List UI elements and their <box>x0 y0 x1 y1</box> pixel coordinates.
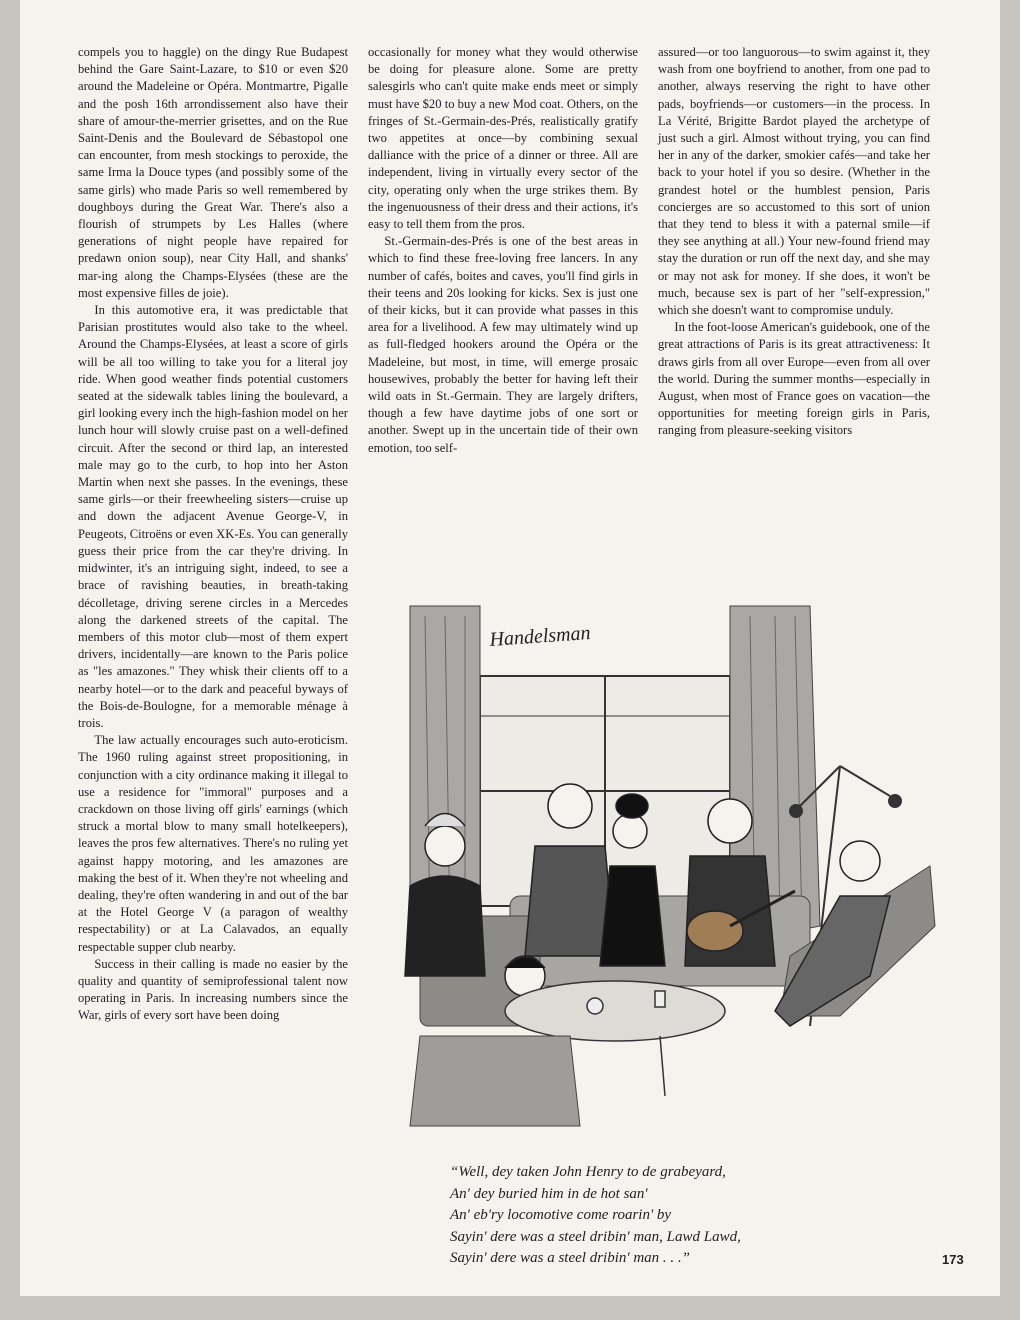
page-number: 173 <box>942 1252 964 1267</box>
caption-line: “Well, dey taken John Henry to de grabeyard, <box>450 1164 726 1180</box>
paragraph: The law actually encourages such auto-eroticism. The 1960 ruling against street propositioning, in conjunction with a city ordinance making it illegal to use a residence for "immoral" purposes and a crackdown on those living off girls' earnings (which struck a mortal blow to many small hotelkeepers), leaves the pros few alternatives. There's no ruling yet against happy motoring, and les amazones are making the best of it. When they're not wheeling and dealing, they're often wandering in and out of the bar at the Hotel George V (a paragon of wealthy respectability) or at La Calavados, an equally respectable supper club nearby. <box>78 733 348 954</box>
caption-line: An' dey buried him in de hot san' <box>450 1185 648 1202</box>
text-column-1 <box>78 44 348 1025</box>
caption-line: An' eb'ry locomotive come roarin' by <box>450 1207 672 1223</box>
artist-signature: Handelsman <box>488 621 592 651</box>
paragraph: In the foot-loose American's guidebook, one of the great attractions of Paris is its great attractiveness: It draws girls from all over Europe—even from all over the world. During the summer months—especially in August, when most of France goes on vacation—the opportunities for meeting foreign girls in Paris, ranging from pleasure-seeking visitors <box>658 320 930 438</box>
caption-line: Sayin' dere was a steel dribin' man, Lawd Lawd, <box>450 1228 741 1245</box>
cartoon-caption <box>450 1162 910 1270</box>
paragraph: assured—or too languorous—to swim against it, they wash from one boyfriend to another, from one pad to another, always reserving the right to have other pads, boyfriends—or customers—in the process. In La Vérité, Brigitte Bardot played the archetype of just such a girl. Almost without trying, you can find her in any of the darker, smokier cafés—and take her back to your hotel if you so desire. (Whether in the grandest hotel or the humblest pension, Paris concierges are so accustomed to this sort of union that they tend to bless it with a paternal smile—if they see anything at all.) Your new-found friend may stay the duration or run off the next day, and she may or may not ask for money. If she does, it won't be much, because sex is part of her "self-expression," which she doesn't want to compromise unduly. <box>658 45 930 318</box>
paragraph: occasionally for money what they would otherwise be doing for pleasure alone. Some are pretty salesgirls who can't quite make ends meet or simply must have $20 to buy a new Mod coat. Others, on the fringes of St.-Germain-des-Prés, realistically gratify two appetites at once—by combining sexual dalliance with the price of a dinner or three. All are independent, living in virtually every sector of the city, operating only when the urge strikes them. By the ingenuousness of their dress and their actions, it's easy to tell them from the pros. <box>368 45 638 232</box>
paragraph: St.-Germain-des-Prés is one of the best areas in which to find these free-loving free lancers. In any number of cafés, boites and caves, you'll find girls in their teens and 20s looking for kicks. Sex is just one of their kicks, but it can provide what passes in this area for a livelihood. A few may ultimately wind up as full-fledged hookers around the Opéra or the Madeleine, but most, in time, will emerge prosaic housewives, probably the better for having left their wild oats in St.-Germain. They are largely drifters, though a few have daytime jobs of one sort or another. Swept up in the uncertain tide of their own emotion, too self- <box>368 234 638 455</box>
magazine-page <box>20 0 1000 1296</box>
text-column-3 <box>658 44 930 440</box>
caption-line: Sayin' dere was a steel dribin' man . . .” <box>450 1250 691 1266</box>
armchair <box>410 1036 580 1126</box>
text-column-2 <box>368 44 638 457</box>
paragraph: In this automotive era, it was predictable that Parisian prostitutes would also take to the wheel. Around the Champs-Elysées, at least a score of girls will be all too willing to take you for a literal joy ride. When good weather finds potential customers seated at the sidewalk tables lining the boulevard, a girl looking every inch the high-fashion model on her lunch hour will slowly cruise past on a well-defined circuit. After the second or third lap, an interested male may go to the curb, to hop into her Aston Martin when next she passes. In the evenings, these same girls—or their freewheeling sisters—cruise up and down the adjacent Avenue George-V, in Peugeots, Citroëns or even XK-Es. You can generally guess their price from the car they're driving. In midwinter, it's an intriguing sight, indeed, to see a brace of ravishing beauties, in breath-taking décolletage, driving serene circles in a Mercedes along the darkened streets of the capital. The members of this motor club—most of them expert drivers, incidentally—are known to the Paris police as "les amazones." They whisk their clients off to a nearby hotel—or to the dark and peaceful byways of the Bois-de-Boulogne, for a memorable ménage à trois. <box>78 303 349 730</box>
cartoon-illustration <box>370 596 938 1140</box>
paragraph: Success in their calling is made no easier by the quality and quantity of semiprofessional talent now operating in Paris. In increasing numbers since the War, girls of every sort have been doing <box>78 956 348 1023</box>
paragraph: compels you to haggle) on the dingy Rue Budapest behind the Gare Saint-Lazare, to $10 or even $20 around the Madeleine or Opéra. Montmartre, Pigalle and the posh 16th arrondissement also have their share of amour-the-merrier grisettes, and on the Rue Saint-Denis and the Boulevard de Sébastopol one can encounter, from mesh stockings to peroxide, the same Irma la Douce types (and possibly some of the same girls) who made Paris so well remembered by doughboys during the Great War. There's also a flourish of strumpets by Les Halles (where generations of night people have repaired for predawn onion soup), near City Hall, and shanks' mar-ing along the Champs-Elysées (these are the most expensive filles de joie). <box>78 45 348 300</box>
